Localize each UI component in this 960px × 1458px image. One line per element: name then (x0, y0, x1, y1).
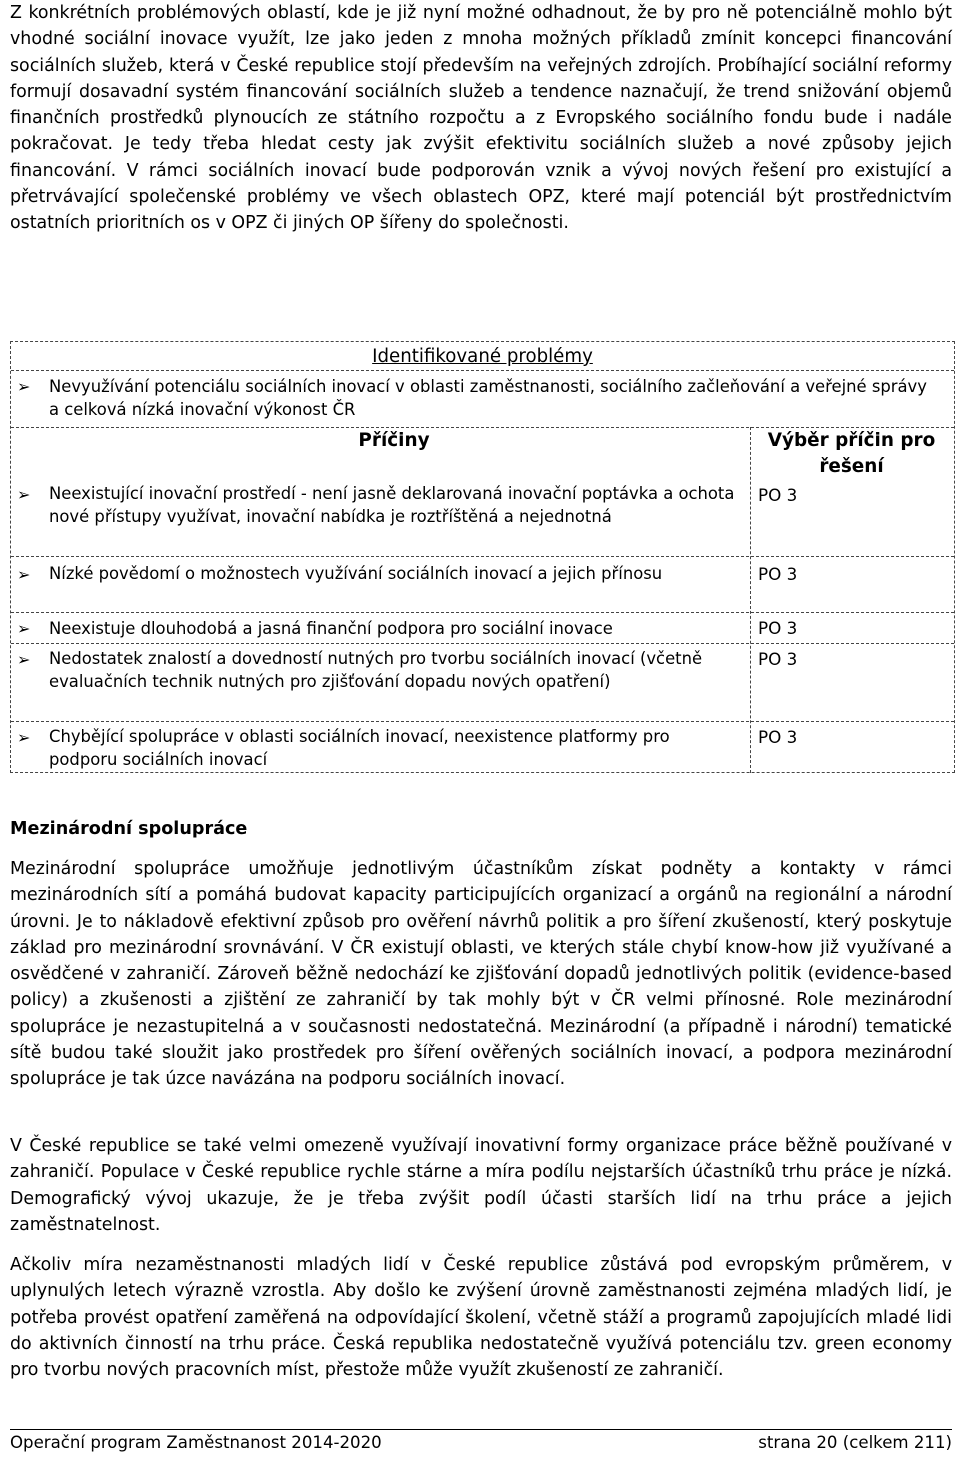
bullet-icon: ➢ (17, 565, 31, 584)
problems-box-title: Identifikované problémy (372, 346, 593, 367)
paragraph-work-organisation: V České republice se také velmi omezeně využívají inovativní formy organizace práce běžně používané v zahraničí. Populace v České republice rychle stárne a míra podílu nejstarších účastníků trhu práce je nízká. Demografický vývoj ukazuje, že je třeba zvýšit podíl účasti starších lidí na trhu práce a jejich zaměstnatelnost. (10, 1136, 952, 1235)
cause-priority: PO 3 (758, 485, 798, 505)
footer-divider (10, 1429, 952, 1430)
intro-paragraph: Z konkrétních problémových oblastí, kde je již nyní možné odhadnout, že by pro ně potenciálně mohlo být vhodné sociální inovace využít, lze jako jeden z mnoha možných příkladů zmínit koncepci financování sociálních služeb, která v České republice stojí především na veřejných zdrojích. Probíhající sociální reformy formují dosavadní systém financování sociálních služeb a tendence naznačují, že trend snižování objemů finančních prostředků plynoucích ze státního rozpočtu a z Evropského sociálního fondu bude i nadále pokračovat. Je tedy třeba hledat cesty jak zvýšit efektivitu sociálních služeb a nové způsoby jejich financování. V rámci sociálních inovací bude podporován vznik a vývoj nových řešení pro existující a přetrvávající společenské problémy ve všech oblastech OPZ, které mají potenciál být prostřednictvím ostatních prioritních os v OPZ či jiných OP šířeny do společnosti. (10, 3, 952, 234)
bullet-icon: ➢ (17, 619, 31, 638)
cause-text: Neexistuje dlouhodobá a jasná finanční podpora pro sociální inovace (49, 619, 613, 638)
bullet-icon: ➢ (17, 650, 31, 669)
cause-priority: PO 3 (758, 649, 798, 669)
main-problem-text: Nevyužívání potenciálu sociálních inovací v oblasti zaměstnanosti, sociálního začleňování a veřejné správy a celková nízká inovační výkonost ČR (49, 377, 927, 420)
paragraph-international-cooperation: Mezinárodní spolupráce umožňuje jednotlivým účastníkům získat podněty a kontakty v rámci mezinárodních sítí a pomáhá budovat kapacity participujících organizací a orgánů na regionální a národní úrovni. Je to nákladově efektivní způsob pro ověření návrhů politik a pro šíření zkušeností, který poskytuje základ pro mezinárodní srovnávání. V ČR existují oblasti, ve kterých stále chybí know-how již využívané a osvědčené v zahraničí. Zároveň běžně nedochází ke zjišťování dopadů jednotlivých politik (evidence-based policy) a zkušenosti a zjištění ze zahraničí by tak mohly být v ČR velmi přínosné. Role mezinárodní spolupráce je nezastupitelná a v současnosti nedostatečná. Mezinárodní (a případně i národní) tematické sítě budou také sloužit jako prostředek pro šíření ověřených sociálních inovací, a podpora mezinárodní spolupráce je tak úzce navázána na podporu sociálních inovací. (10, 859, 952, 1090)
cause-text: Chybějící spolupráce v oblasti sociálních inovací, neexistence platformy pro podporu sociálních inovací (49, 727, 670, 770)
bullet-icon: ➢ (17, 728, 31, 747)
cause-text: Nízké povědomí o možnostech využívání sociálních inovací a jejich přínosu (49, 564, 663, 583)
box-divider (11, 721, 954, 722)
box-divider (11, 612, 954, 613)
cause-priority: PO 3 (758, 564, 798, 584)
paragraph-youth-unemployment: Ačkoliv míra nezaměstnanosti mladých lidí v České republice zůstává pod evropským průměrem, v uplynulých letech výrazně vzrostla. Aby došlo ke zvýšení úrovně zaměstnanosti zejména mladých lidí, je potřeba provést opatření zaměřená na odpovídající školení, včetně stáží a programů zapojujících mladé lidi do aktivních činností na trhu práce. Česká republika nedostatečně využívá potenciálu tzv. green economy pro tvorbu nových pracovních míst, přestože může využít zkušeností ze zahraničí. (10, 1255, 952, 1381)
cause-priority: PO 3 (758, 727, 798, 747)
box-divider (11, 556, 954, 557)
bullet-icon: ➢ (17, 485, 31, 504)
cause-text: Neexistující inovační prostředí - není jasně deklarovaná inovační poptávka a ochota nové přístupy využívat, inovační nabídka je roztříštěná a nejednotná (49, 484, 735, 527)
causes-header: Příčiny (358, 430, 430, 451)
cause-text: Nedostatek znalostí a dovedností nutných pro tvorbu sociálních inovací (včetně evaluačních technik nutných pro zjišťování dopadu nových opatření) (49, 649, 703, 692)
section-heading: Mezinárodní spolupráce (10, 819, 248, 839)
box-divider (11, 370, 954, 371)
bullet-icon: ➢ (17, 377, 31, 396)
problems-box (10, 341, 955, 773)
selection-header: Výběr příčin pro řešení (767, 430, 936, 477)
footer-program-title: Operační program Zaměstnanost 2014-2020 (10, 1433, 382, 1452)
footer-page-number: strana 20 (celkem 211) (758, 1433, 952, 1452)
cause-priority: PO 3 (758, 618, 798, 638)
box-divider (11, 643, 954, 644)
